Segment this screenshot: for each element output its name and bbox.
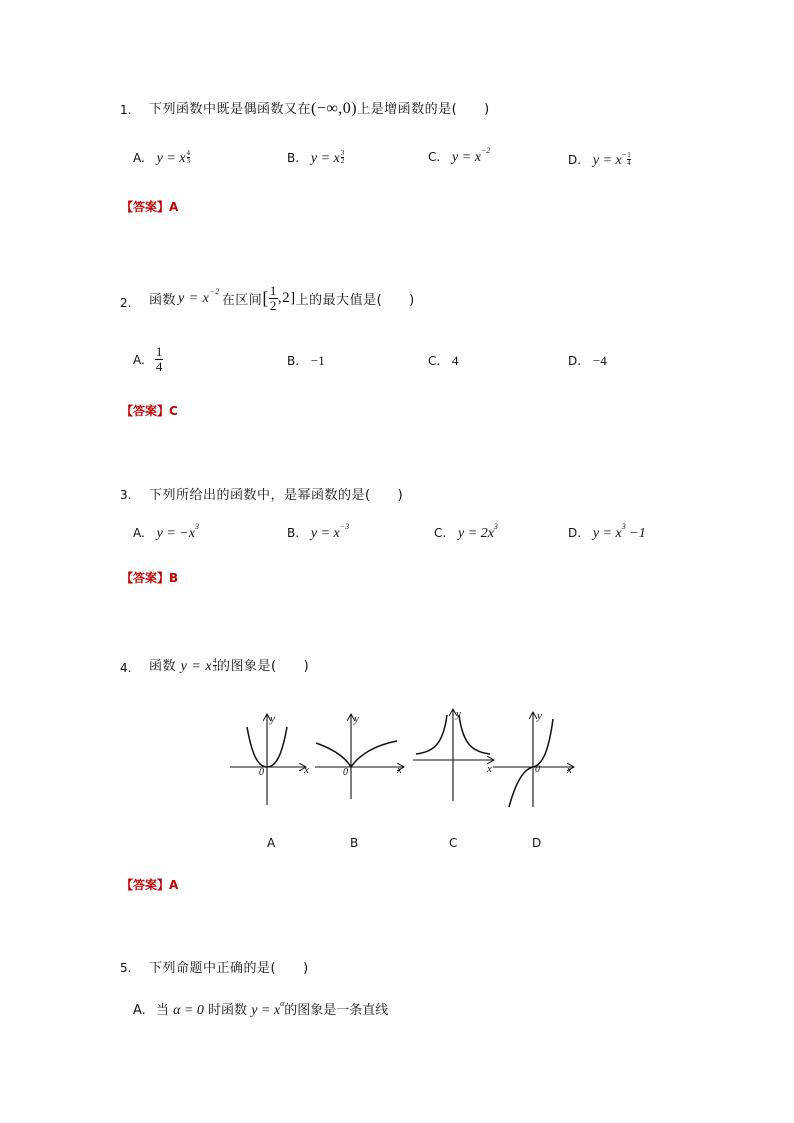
q1-option-d-expr (592, 150, 631, 168)
q2-stem (149, 284, 415, 313)
graph-d-y-label: y (537, 710, 542, 722)
graph-b-x-label: x (397, 764, 402, 776)
q1-option-c-expr (452, 146, 491, 165)
q2-interval-open: [ (262, 288, 269, 308)
q3-option-c-expr (458, 522, 498, 541)
q4-func-base: y = x (180, 659, 213, 674)
graph-d-caption: D (532, 836, 542, 850)
q5-option-a-text-c: 的图象是一条直线 (284, 1003, 389, 1018)
q2-func-base: y = x (178, 290, 210, 306)
q2-interval-den: 2 (269, 298, 277, 313)
q3-option-b-pre: y = x (310, 526, 340, 541)
q1-option-d-exp-num: 1 (627, 151, 631, 159)
q4-answer (121, 876, 178, 893)
q3-option-a-label: A. (133, 526, 145, 540)
q4-answer-label: 【答案】 (121, 878, 170, 892)
graph-a-caption: A (267, 836, 276, 850)
q2-option-d[interactable] (568, 353, 607, 369)
q5-option-a-text-a: 当 (155, 1003, 169, 1018)
q2-interval-rest: ,2] (277, 290, 296, 306)
q3-option-d-exp: 3 (621, 522, 626, 532)
graph-a-x-label: x (304, 764, 309, 776)
q2-option-c-value: 4 (452, 353, 459, 368)
q3-option-d[interactable] (568, 522, 646, 542)
q1-option-b-label: B. (287, 151, 300, 165)
q3-option-a[interactable] (133, 522, 199, 542)
q1-option-d-base: y = x (592, 153, 622, 168)
q3-option-c[interactable] (434, 522, 498, 542)
graph-b-curve (316, 741, 397, 767)
q4-stem-text-a: 函数 (149, 659, 177, 674)
graph-b-caption: B (350, 836, 359, 850)
q2-option-a[interactable] (133, 345, 163, 374)
q1-option-d-exp-sign: − (621, 150, 627, 159)
q2-stem-text-c: 上的最大值是( ) (295, 293, 415, 308)
q1-option-b-base: y = x (310, 151, 340, 166)
q3-option-c-pre: y = 2x (458, 526, 494, 541)
q3-option-b-label: B. (287, 526, 300, 540)
q1-option-b-exp-num: 3 (340, 149, 345, 157)
q4-graphs (225, 705, 585, 815)
graph-b-y-label: y (354, 713, 359, 725)
q4-stem (149, 655, 309, 675)
q5-option-a-cond: α = 0 (173, 1003, 204, 1018)
q4-func-exp-num: 4 (213, 657, 218, 665)
q2-interval-fraction (269, 284, 278, 313)
q3-option-a-pre: y = −x (156, 526, 195, 541)
q1-option-b[interactable] (287, 150, 344, 167)
q1-stem-text-b: 上是增函数的是( ) (357, 102, 490, 117)
q5-option-a-label: A. (133, 1003, 146, 1018)
q1-option-a-exp-num: 4 (186, 149, 191, 157)
q5-stem: 下列命题中正确的是( ) (149, 961, 309, 976)
graph-a[interactable] (230, 715, 305, 805)
q3-stem: 下列所给出的函数中，是幂函数的是( ) (149, 488, 404, 503)
q3-answer-label: 【答案】 (121, 571, 170, 585)
q2-func (178, 286, 220, 307)
q1-option-c[interactable] (428, 146, 491, 166)
q1-option-c-label: C. (428, 150, 441, 164)
q2-stem-text-b: 在区间 (221, 293, 263, 308)
q2-func-exp: −2 (209, 286, 220, 296)
graph-a-origin: 0 (259, 767, 264, 778)
q1-option-a-base: y = x (156, 151, 186, 166)
q2-answer-label: 【答案】 (121, 404, 170, 418)
q3-answer (121, 569, 178, 586)
q1-option-a-exp (187, 150, 191, 165)
q2-answer (121, 402, 178, 419)
q4-func-exp-den: 3 (213, 665, 218, 673)
graph-d-x-label: x (567, 764, 572, 776)
q3-option-a-exp: 3 (194, 522, 199, 532)
q1-option-d[interactable] (568, 150, 631, 169)
q3-option-d-post: −1 (625, 526, 646, 541)
q3-option-c-exp: 3 (493, 522, 498, 532)
q2-option-a-num: 1 (155, 344, 163, 359)
graph-c-curve-right (459, 715, 490, 754)
graph-c-y-label: y (456, 708, 461, 720)
q1-answer (121, 198, 178, 215)
q2-number: 2. (120, 296, 132, 310)
q1-option-d-exp-den: 4 (627, 159, 631, 167)
q1-option-b-exp (341, 150, 345, 165)
graph-c-caption: C (449, 836, 458, 850)
q1-number: 1. (120, 103, 132, 117)
q4-number: 4. (120, 661, 132, 675)
graph-b-origin: 0 (343, 767, 348, 778)
q2-option-d-value: −4 (592, 353, 607, 368)
q3-option-b-expr (310, 522, 350, 541)
graph-c[interactable] (413, 710, 493, 801)
q1-option-c-base: y = x (452, 150, 481, 165)
q2-option-d-label: D. (568, 354, 582, 368)
q2-answer-value: C (169, 404, 178, 418)
q1-answer-label: 【答案】 (121, 200, 170, 214)
q2-option-c[interactable] (428, 353, 459, 369)
q2-option-a-den: 4 (155, 359, 163, 374)
q2-interval-num: 1 (269, 283, 277, 298)
q4-answer-value: A (169, 878, 179, 892)
q5-option-a[interactable] (133, 999, 388, 1019)
q4-func (181, 659, 217, 674)
q1-option-a-label: A. (133, 151, 145, 165)
q5-option-a-text-b: 时函数 (208, 1003, 248, 1018)
q1-option-b-expr (311, 151, 344, 166)
q1-option-a[interactable] (133, 150, 190, 167)
q3-option-b-exp: −3 (339, 522, 350, 532)
q1-answer-value: A (169, 200, 179, 214)
q3-option-c-label: C. (434, 526, 447, 540)
q1-stem-text-a: 下列函数中既是偶函数又在 (149, 102, 312, 117)
q5-option-a-func-base: y = x (251, 1003, 281, 1018)
graph-a-y-label: y (270, 713, 275, 725)
q3-option-b[interactable] (287, 522, 350, 542)
q2-stem-text-a: 函数 (149, 293, 177, 308)
graph-d-origin: 0 (535, 764, 540, 775)
graph-d[interactable] (493, 713, 573, 807)
q1-option-a-expr (157, 151, 190, 166)
q2-option-c-label: C. (428, 354, 441, 368)
q3-option-a-expr (156, 522, 199, 541)
q1-option-d-label: D. (568, 153, 582, 167)
q4-stem-text-b: 的图象是( ) (217, 659, 310, 674)
q1-option-c-exp: −2 (480, 146, 491, 156)
q1-stem (149, 98, 490, 118)
graph-d-curve (509, 719, 553, 807)
q1-option-a-exp-den: 3 (186, 157, 191, 165)
q2-option-b[interactable] (287, 353, 325, 369)
q1-interval: (−∞,0) (311, 100, 358, 117)
q2-option-a-fraction (155, 345, 164, 374)
q1-option-b-exp-den: 2 (340, 157, 345, 165)
q2-option-a-label: A. (133, 352, 145, 367)
graph-c-x-label: x (487, 763, 492, 775)
q3-option-d-pre: y = x (592, 526, 622, 541)
q5-option-a-func (251, 999, 285, 1018)
q1-option-d-exp (627, 152, 631, 167)
graph-b[interactable] (315, 715, 403, 799)
q2-option-b-value: −1 (310, 353, 325, 368)
q2-option-b-label: B. (287, 354, 300, 368)
q5-number: 5. (120, 961, 132, 975)
q3-option-d-expr (592, 522, 646, 541)
q5-option-a-func-exp: α (280, 999, 285, 1009)
graph-c-curve-left (416, 715, 447, 754)
q3-number: 3. (120, 488, 132, 502)
q3-answer-value: B (169, 571, 179, 585)
q3-option-d-label: D. (568, 526, 582, 540)
